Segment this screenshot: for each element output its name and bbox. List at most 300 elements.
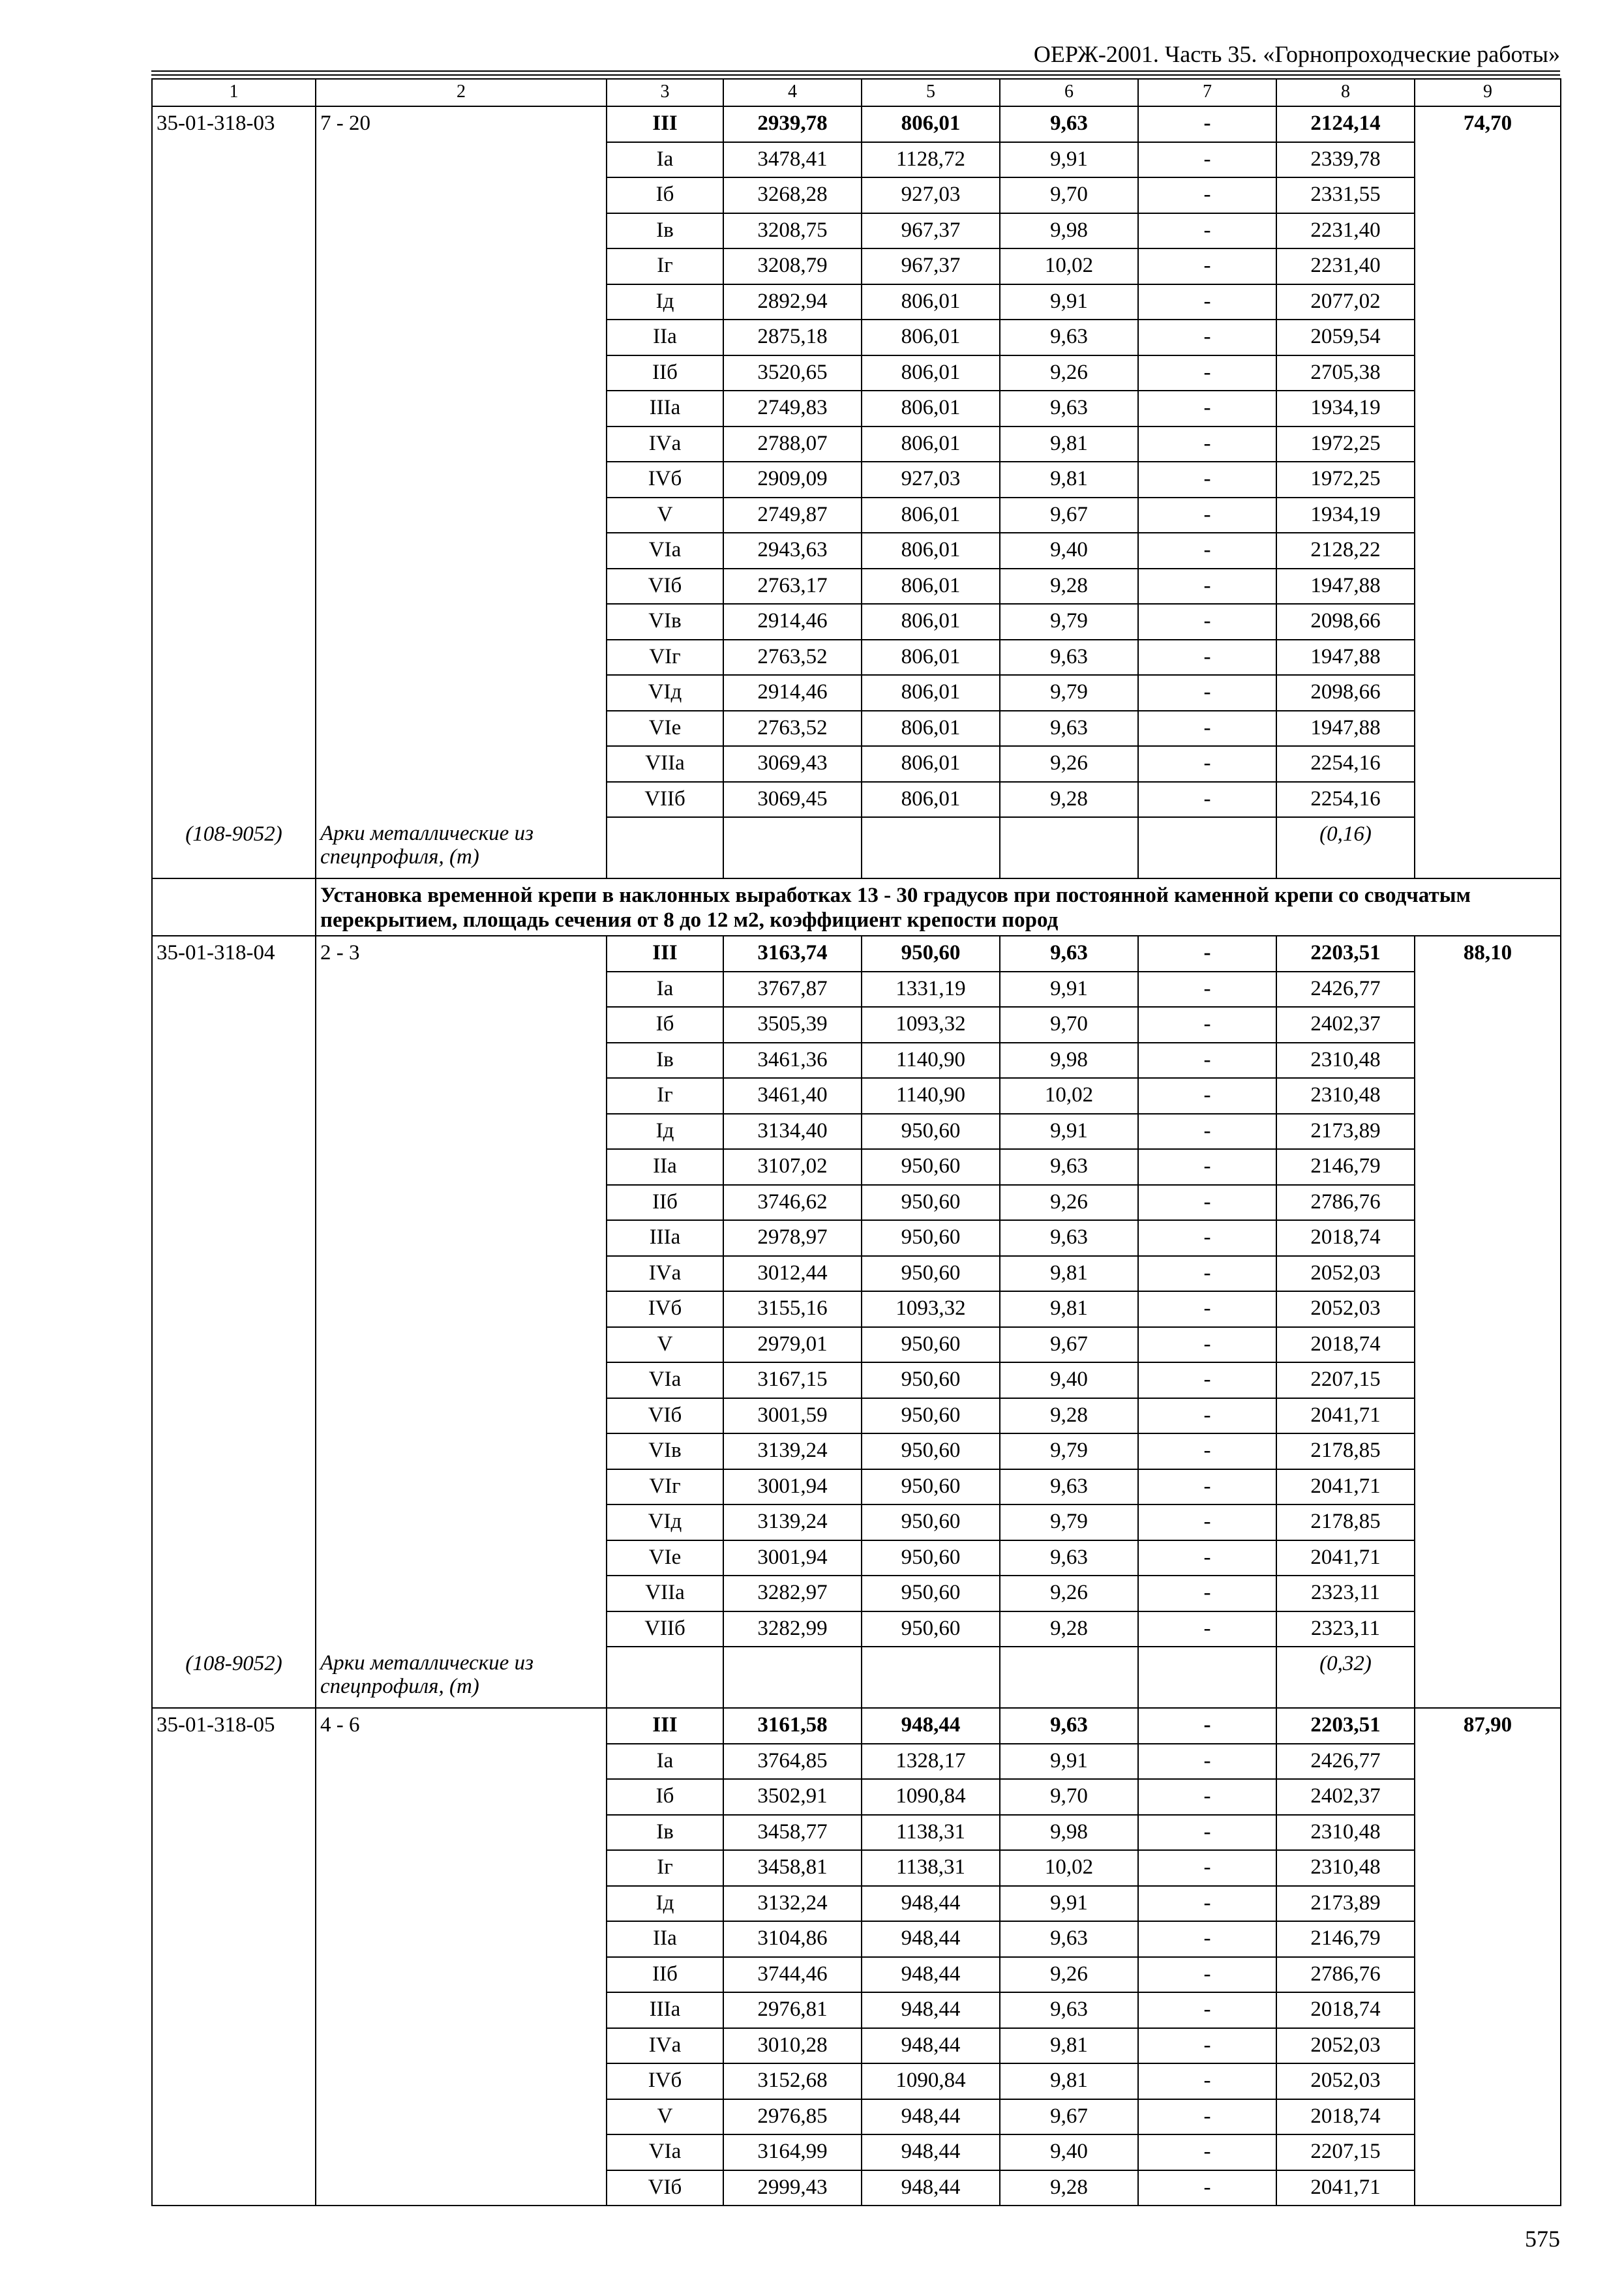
value-cell: 1934,19 (1276, 391, 1415, 426)
value-cell: 9,40 (1000, 533, 1138, 569)
value-cell: 2426,77 (1276, 972, 1415, 1008)
section-title-row (152, 878, 1561, 936)
zone-code: IVа (607, 2028, 723, 2064)
value-cell: 806,01 (862, 604, 1000, 640)
value-cell: 9,28 (1000, 1398, 1138, 1434)
zone-code: Iв (607, 213, 723, 249)
zone-code: VIб (607, 2170, 723, 2206)
column-number: 4 (723, 79, 862, 106)
item-total: 87,90 (1415, 1708, 1561, 1744)
empty-cell (1415, 1540, 1561, 1576)
zone-code: VIг (607, 640, 723, 676)
value-cell: 1947,88 (1276, 569, 1415, 605)
value-cell: - (1138, 1540, 1276, 1576)
value-cell: 3268,28 (723, 177, 862, 213)
empty-cell (152, 1220, 316, 1256)
value-cell: - (1138, 1078, 1276, 1114)
empty-cell (1415, 533, 1561, 569)
zone-code: IVб (607, 1291, 723, 1327)
value-cell: 2207,15 (1276, 1362, 1415, 1398)
value-cell: 950,60 (862, 1114, 1000, 1150)
value-cell: 9,63 (1000, 936, 1138, 972)
empty-cell (316, 604, 607, 640)
value-cell: 950,60 (862, 1398, 1000, 1434)
empty-cell (152, 1043, 316, 1079)
value-cell: - (1138, 1992, 1276, 2028)
value-cell: 2914,46 (723, 675, 862, 711)
empty-cell (316, 1114, 607, 1150)
empty-cell (1415, 1114, 1561, 1150)
empty-cell (1415, 1398, 1561, 1434)
table-row (152, 936, 1561, 972)
value-cell: 2875,18 (723, 320, 862, 355)
table-row (152, 1291, 1561, 1327)
zone-code: IIб (607, 1185, 723, 1221)
value-cell: - (1138, 972, 1276, 1008)
empty-cell (152, 1256, 316, 1292)
item-range: 4 - 6 (316, 1708, 607, 1744)
value-cell: 2231,40 (1276, 248, 1415, 284)
value-cell: 806,01 (862, 533, 1000, 569)
value-cell: - (1138, 320, 1276, 355)
value-cell: 9,26 (1000, 355, 1138, 391)
value-cell: 806,01 (862, 711, 1000, 747)
value-cell: 3134,40 (723, 1114, 862, 1150)
value-cell: 3478,41 (723, 142, 862, 178)
empty-cell (316, 462, 607, 498)
value-cell: 9,81 (1000, 426, 1138, 462)
empty-cell (316, 498, 607, 533)
empty-cell (316, 391, 607, 426)
value-cell: 9,67 (1000, 498, 1138, 533)
table-row (152, 1007, 1561, 1043)
empty-cell (152, 2063, 316, 2099)
empty-cell (316, 1957, 607, 1993)
empty-cell (316, 2063, 607, 2099)
zone-code: IIIа (607, 1992, 723, 2028)
empty-cell (152, 391, 316, 426)
table-row (152, 1957, 1561, 1993)
value-cell: 1972,25 (1276, 462, 1415, 498)
empty-cell (1415, 604, 1561, 640)
empty-cell (152, 1504, 316, 1540)
empty-cell (152, 533, 316, 569)
value-cell: - (1138, 1779, 1276, 1815)
value-cell: 2310,48 (1276, 1078, 1415, 1114)
value-cell: 2979,01 (723, 1327, 862, 1363)
material-quantity: (0,32) (1276, 1647, 1415, 1708)
table-row (152, 569, 1561, 605)
zone-code: IIб (607, 1957, 723, 1993)
value-cell: 9,63 (1000, 1540, 1138, 1576)
zone-code: VIа (607, 533, 723, 569)
value-cell: 2052,03 (1276, 1291, 1415, 1327)
empty-cell (152, 1362, 316, 1398)
value-cell: 9,26 (1000, 746, 1138, 782)
zone-code: VIа (607, 1362, 723, 1398)
value-cell: 948,44 (862, 2028, 1000, 2064)
value-cell: - (1138, 1007, 1276, 1043)
value-cell: - (1138, 640, 1276, 676)
empty-cell (152, 972, 316, 1008)
empty-cell (607, 817, 723, 878)
table-row (152, 1504, 1561, 1540)
item-total: 74,70 (1415, 106, 1561, 142)
empty-cell (152, 1433, 316, 1469)
value-cell: 9,63 (1000, 106, 1138, 142)
table-row (152, 142, 1561, 178)
value-cell: 3139,24 (723, 1433, 862, 1469)
empty-cell (607, 1647, 723, 1708)
value-cell: 1128,72 (862, 142, 1000, 178)
empty-cell (1415, 248, 1561, 284)
zone-code: VIа (607, 2134, 723, 2170)
value-cell: 2203,51 (1276, 1708, 1415, 1744)
empty-cell (316, 1779, 607, 1815)
value-cell: 3208,75 (723, 213, 862, 249)
value-cell: 950,60 (862, 1504, 1000, 1540)
value-cell: 950,60 (862, 1220, 1000, 1256)
zone-code: VIIа (607, 746, 723, 782)
value-cell: 1140,90 (862, 1043, 1000, 1079)
value-cell: 3069,45 (723, 782, 862, 818)
value-cell: 3161,58 (723, 1708, 862, 1744)
material-code: (108-9052) (152, 1647, 316, 1708)
page-header-title: ОЕРЖ-2001. Часть 35. «Горнопроходческие работы» (1033, 41, 1560, 67)
empty-cell (152, 1779, 316, 1815)
zone-code: Iв (607, 1815, 723, 1851)
zone-code: IVа (607, 1256, 723, 1292)
empty-cell (316, 355, 607, 391)
value-cell: 806,01 (862, 355, 1000, 391)
value-cell: 2786,76 (1276, 1185, 1415, 1221)
zone-code: IIа (607, 1149, 723, 1185)
value-cell: 9,26 (1000, 1185, 1138, 1221)
table-row (152, 106, 1561, 142)
empty-cell (1415, 1149, 1561, 1185)
value-cell: 9,63 (1000, 320, 1138, 355)
empty-cell (723, 817, 862, 878)
value-cell: 2146,79 (1276, 1149, 1415, 1185)
empty-cell (316, 1992, 607, 2028)
value-cell: - (1138, 1433, 1276, 1469)
value-cell: 9,67 (1000, 2099, 1138, 2135)
value-cell: - (1138, 1185, 1276, 1221)
material-name: Арки металлические из спецпрофиля, (т) (316, 1647, 607, 1708)
zone-code: VIд (607, 675, 723, 711)
value-cell: 1328,17 (862, 1744, 1000, 1780)
value-cell: - (1138, 2170, 1276, 2206)
material-name: Арки металлические из спецпрофиля, (т) (316, 817, 607, 878)
value-cell: 9,28 (1000, 2170, 1138, 2206)
value-cell: 9,98 (1000, 1815, 1138, 1851)
empty-cell (316, 213, 607, 249)
table-row (152, 391, 1561, 426)
empty-cell (1415, 498, 1561, 533)
empty-cell (316, 1185, 607, 1221)
empty-cell (1415, 2134, 1561, 2170)
value-cell: - (1138, 106, 1276, 142)
empty-cell (316, 1469, 607, 1505)
empty-cell (1000, 817, 1138, 878)
table-row (152, 1185, 1561, 1221)
value-cell: 2999,43 (723, 2170, 862, 2206)
value-cell: 967,37 (862, 213, 1000, 249)
table-row (152, 746, 1561, 782)
empty-cell (152, 1007, 316, 1043)
zone-code: IVа (607, 426, 723, 462)
zone-code: VIIб (607, 782, 723, 818)
value-cell: - (1138, 1708, 1276, 1744)
value-cell: 9,40 (1000, 2134, 1138, 2170)
value-cell: 3152,68 (723, 2063, 862, 2099)
value-cell: 3001,94 (723, 1469, 862, 1505)
empty-cell (1415, 1886, 1561, 1922)
value-cell: 2254,16 (1276, 782, 1415, 818)
value-cell: 2978,97 (723, 1220, 862, 1256)
table-row (152, 1708, 1561, 1744)
value-cell: 2018,74 (1276, 1327, 1415, 1363)
value-cell: - (1138, 1921, 1276, 1957)
empty-cell (152, 1611, 316, 1647)
empty-cell (316, 746, 607, 782)
empty-cell (316, 1504, 607, 1540)
table-row (152, 1921, 1561, 1957)
zone-code: V (607, 1327, 723, 1363)
zone-code: III (607, 1708, 723, 1744)
value-cell: 2052,03 (1276, 2063, 1415, 2099)
value-cell: 806,01 (862, 675, 1000, 711)
empty-cell (1415, 462, 1561, 498)
empty-cell (1415, 782, 1561, 818)
value-cell: 3505,39 (723, 1007, 862, 1043)
empty-cell (152, 1992, 316, 2028)
value-cell: - (1138, 498, 1276, 533)
empty-cell (316, 1149, 607, 1185)
empty-cell (152, 1744, 316, 1780)
item-range: 2 - 3 (316, 936, 607, 972)
value-cell: 806,01 (862, 284, 1000, 320)
zone-code: IIа (607, 320, 723, 355)
value-cell: 948,44 (862, 1992, 1000, 2028)
table-row (152, 1078, 1561, 1114)
table-row (152, 1815, 1561, 1851)
value-cell: 9,28 (1000, 782, 1138, 818)
value-cell: 3012,44 (723, 1256, 862, 1292)
empty-cell (152, 320, 316, 355)
empty-cell (152, 1957, 316, 1993)
empty-cell (1415, 1992, 1561, 2028)
value-cell: 2705,38 (1276, 355, 1415, 391)
value-cell: 2310,48 (1276, 1815, 1415, 1851)
value-cell: 3107,02 (723, 1149, 862, 1185)
value-cell: 950,60 (862, 1540, 1000, 1576)
empty-cell (152, 711, 316, 747)
page-number: 575 (1525, 2226, 1560, 2252)
value-cell: 3520,65 (723, 355, 862, 391)
empty-cell (1415, 675, 1561, 711)
value-cell: 10,02 (1000, 248, 1138, 284)
value-cell: 9,63 (1000, 640, 1138, 676)
value-cell: 3502,91 (723, 1779, 862, 1815)
item-code: 35-01-318-04 (152, 936, 316, 972)
value-cell: 948,44 (862, 2134, 1000, 2170)
empty-cell (152, 1291, 316, 1327)
value-cell: 3458,77 (723, 1815, 862, 1851)
value-cell: - (1138, 1504, 1276, 1540)
empty-cell (1415, 1043, 1561, 1079)
empty-cell (152, 355, 316, 391)
table-row (152, 1992, 1561, 2028)
value-cell: - (1138, 2063, 1276, 2099)
table-row (152, 462, 1561, 498)
zone-code: III (607, 936, 723, 972)
table-row (152, 2134, 1561, 2170)
value-cell: - (1138, 569, 1276, 605)
value-cell: 9,63 (1000, 1921, 1138, 1957)
empty-cell (316, 1744, 607, 1780)
material-code: (108-9052) (152, 817, 316, 878)
empty-cell (1415, 1433, 1561, 1469)
value-cell: 9,63 (1000, 1708, 1138, 1744)
value-cell: 1972,25 (1276, 426, 1415, 462)
zone-code: Iд (607, 1886, 723, 1922)
zone-code: VIе (607, 711, 723, 747)
empty-cell (1415, 1220, 1561, 1256)
table-row (152, 972, 1561, 1008)
table-row (152, 711, 1561, 747)
value-cell: 9,79 (1000, 675, 1138, 711)
value-cell: - (1138, 426, 1276, 462)
zone-code: Iб (607, 177, 723, 213)
value-cell: 3132,24 (723, 1886, 862, 1922)
empty-cell (1415, 2028, 1561, 2064)
empty-cell (1415, 2063, 1561, 2099)
table-row (152, 213, 1561, 249)
value-cell: 806,01 (862, 320, 1000, 355)
empty-cell (1415, 1327, 1561, 1363)
empty-cell (1415, 972, 1561, 1008)
empty-cell (1415, 391, 1561, 426)
value-cell: - (1138, 1327, 1276, 1363)
zone-code: VIб (607, 569, 723, 605)
zone-code: III (607, 106, 723, 142)
zone-code: IIIа (607, 1220, 723, 1256)
value-cell: - (1138, 1744, 1276, 1780)
value-cell: 2763,17 (723, 569, 862, 605)
zone-code: Iд (607, 1114, 723, 1150)
empty-cell (152, 284, 316, 320)
column-number: 8 (1276, 79, 1415, 106)
header-double-rule (151, 70, 1560, 76)
value-cell: - (1138, 936, 1276, 972)
value-cell: 3458,81 (723, 1850, 862, 1886)
zone-code: Iд (607, 284, 723, 320)
value-cell: 3163,74 (723, 936, 862, 972)
zone-code: Iа (607, 1744, 723, 1780)
value-cell: 2749,83 (723, 391, 862, 426)
empty-cell (1415, 177, 1561, 213)
empty-cell (1415, 569, 1561, 605)
table-row (152, 1043, 1561, 1079)
zone-code: VIв (607, 604, 723, 640)
value-cell: 2052,03 (1276, 1256, 1415, 1292)
zone-code: VIIб (607, 1611, 723, 1647)
value-cell: 950,60 (862, 1185, 1000, 1221)
zone-code: VIе (607, 1540, 723, 1576)
empty-cell (152, 1886, 316, 1922)
value-cell: 3155,16 (723, 1291, 862, 1327)
value-cell: 2909,09 (723, 462, 862, 498)
empty-cell (316, 1433, 607, 1469)
empty-cell (316, 640, 607, 676)
table-row (152, 1398, 1561, 1434)
empty-cell (1415, 1362, 1561, 1398)
value-cell: - (1138, 1362, 1276, 1398)
empty-cell (1415, 355, 1561, 391)
empty-cell (152, 1921, 316, 1957)
value-cell: 927,03 (862, 177, 1000, 213)
value-cell: 2786,76 (1276, 1957, 1415, 1993)
value-cell: 2310,48 (1276, 1043, 1415, 1079)
empty-cell (316, 1256, 607, 1292)
empty-cell (152, 1576, 316, 1611)
empty-cell (1415, 2170, 1561, 2206)
table-row (152, 640, 1561, 676)
zone-code: V (607, 2099, 723, 2135)
column-number: 5 (862, 79, 1000, 106)
empty-cell (1415, 1957, 1561, 1993)
value-cell: 2254,16 (1276, 746, 1415, 782)
value-cell: - (1138, 2099, 1276, 2135)
empty-cell (316, 1611, 607, 1647)
value-cell: 9,70 (1000, 1779, 1138, 1815)
table-row (152, 1362, 1561, 1398)
value-cell: 2124,14 (1276, 106, 1415, 142)
column-number: 6 (1000, 79, 1138, 106)
value-cell: 10,02 (1000, 1850, 1138, 1886)
column-number-row (152, 79, 1561, 106)
table-row (152, 177, 1561, 213)
value-cell: 948,44 (862, 1957, 1000, 1993)
value-cell: 2402,37 (1276, 1007, 1415, 1043)
empty-cell (316, 2028, 607, 2064)
value-cell: 3167,15 (723, 1362, 862, 1398)
material-quantity: (0,16) (1276, 817, 1415, 878)
value-cell: 1331,19 (862, 972, 1000, 1008)
value-cell: - (1138, 1043, 1276, 1079)
value-cell: - (1138, 2134, 1276, 2170)
empty-cell (316, 972, 607, 1008)
value-cell: 2310,48 (1276, 1850, 1415, 1886)
empty-cell (316, 2099, 607, 2135)
empty-cell (152, 675, 316, 711)
value-cell: - (1138, 284, 1276, 320)
zone-code: IIа (607, 1921, 723, 1957)
value-cell: 9,26 (1000, 1957, 1138, 1993)
zone-code: IVб (607, 462, 723, 498)
value-cell: - (1138, 1576, 1276, 1611)
value-cell: 2763,52 (723, 640, 862, 676)
value-cell: 9,81 (1000, 1291, 1138, 1327)
value-cell: 2077,02 (1276, 284, 1415, 320)
table-row (152, 1744, 1561, 1780)
value-cell: 2146,79 (1276, 1921, 1415, 1957)
value-cell: 948,44 (862, 1886, 1000, 1922)
empty-cell (1138, 1647, 1276, 1708)
value-cell: 927,03 (862, 462, 1000, 498)
empty-cell (1415, 213, 1561, 249)
